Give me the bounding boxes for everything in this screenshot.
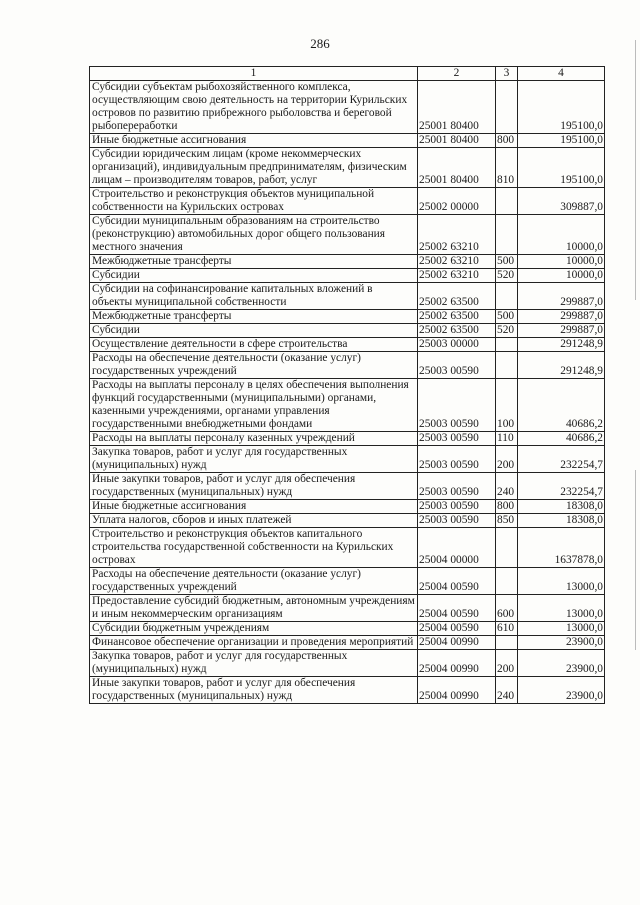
table-row bbox=[90, 352, 605, 379]
cell-name: Расходы на выплаты персоналу казенных учреждений bbox=[90, 432, 418, 446]
cell-code: 25004 00990 bbox=[418, 636, 496, 650]
cell-code: 25002 63210 bbox=[418, 269, 496, 283]
table-row bbox=[90, 500, 605, 514]
cell-amount: 23900,0 bbox=[518, 650, 605, 677]
cell-name: Иные закупки товаров, работ и услуг для обеспечения государственных (муниципальных) нужд bbox=[90, 473, 418, 500]
cell-code: 25003 00590 bbox=[418, 352, 496, 379]
cell-code: 25003 00590 bbox=[418, 514, 496, 528]
column-header-code: 2 bbox=[418, 67, 496, 81]
cell-name: Финансовое обеспечение организации и проведения мероприятий bbox=[90, 636, 418, 650]
cell-type: 200 bbox=[496, 650, 518, 677]
cell-type bbox=[496, 338, 518, 352]
cell-code: 25004 00590 bbox=[418, 595, 496, 622]
table-header-row bbox=[90, 67, 605, 81]
cell-type: 520 bbox=[496, 324, 518, 338]
cell-amount: 309887,0 bbox=[518, 188, 605, 215]
table-row bbox=[90, 324, 605, 338]
cell-amount: 232254,7 bbox=[518, 446, 605, 473]
page-number: 286 bbox=[310, 36, 330, 51]
table-row bbox=[90, 528, 605, 568]
cell-code: 25002 63500 bbox=[418, 324, 496, 338]
scan-edge-mark bbox=[635, 40, 636, 300]
cell-name: Субсидии bbox=[90, 269, 418, 283]
table-row bbox=[90, 81, 605, 134]
cell-amount: 13000,0 bbox=[518, 568, 605, 595]
cell-type bbox=[496, 352, 518, 379]
scan-edge-mark bbox=[635, 470, 636, 650]
cell-code: 25003 00000 bbox=[418, 338, 496, 352]
table-row bbox=[90, 379, 605, 432]
cell-code: 25003 00590 bbox=[418, 500, 496, 514]
cell-amount: 232254,7 bbox=[518, 473, 605, 500]
cell-code: 25002 63210 bbox=[418, 255, 496, 269]
table-row bbox=[90, 473, 605, 500]
cell-amount: 40686,2 bbox=[518, 432, 605, 446]
cell-code: 25002 63500 bbox=[418, 310, 496, 324]
cell-name: Расходы на выплаты персоналу в целях обеспечения выполнения функций государственными (муниципальными) органами, казенными учреждениями, органами управления государственными внебюджетными фондами bbox=[90, 379, 418, 432]
table-row bbox=[90, 269, 605, 283]
cell-amount: 23900,0 bbox=[518, 636, 605, 650]
budget-table bbox=[89, 66, 605, 704]
cell-type: 800 bbox=[496, 134, 518, 148]
cell-code: 25001 80400 bbox=[418, 148, 496, 188]
cell-amount: 13000,0 bbox=[518, 595, 605, 622]
cell-name: Строительство и реконструкция объектов капитального строительства государственной собственности на Курильских островах bbox=[90, 528, 418, 568]
table-row bbox=[90, 338, 605, 352]
cell-amount: 299887,0 bbox=[518, 283, 605, 310]
column-header-amount: 4 bbox=[518, 67, 605, 81]
cell-name: Субсидии юридическим лицам (кроме некоммерческих организаций), индивидуальным предпринимателям, физическим лицам – производителям товаров, работ, услуг bbox=[90, 148, 418, 188]
table-row bbox=[90, 283, 605, 310]
cell-amount: 40686,2 bbox=[518, 379, 605, 432]
cell-type: 850 bbox=[496, 514, 518, 528]
cell-name: Расходы на обеспечение деятельности (оказание услуг) государственных учреждений bbox=[90, 352, 418, 379]
cell-amount: 299887,0 bbox=[518, 310, 605, 324]
cell-name: Иные закупки товаров, работ и услуг для обеспечения государственных (муниципальных) нужд bbox=[90, 677, 418, 704]
table-row bbox=[90, 636, 605, 650]
cell-name: Осуществление деятельности в сфере строительства bbox=[90, 338, 418, 352]
cell-amount: 299887,0 bbox=[518, 324, 605, 338]
cell-type: 600 bbox=[496, 595, 518, 622]
table-row bbox=[90, 568, 605, 595]
cell-name: Субсидии bbox=[90, 324, 418, 338]
column-header-name: 1 bbox=[90, 67, 418, 81]
cell-type bbox=[496, 188, 518, 215]
cell-type: 800 bbox=[496, 500, 518, 514]
table-row bbox=[90, 595, 605, 622]
table-body bbox=[90, 81, 605, 704]
cell-code: 25003 00590 bbox=[418, 473, 496, 500]
cell-name: Иные бюджетные ассигнования bbox=[90, 134, 418, 148]
cell-amount: 10000,0 bbox=[518, 255, 605, 269]
table-row bbox=[90, 650, 605, 677]
cell-name: Межбюджетные трансферты bbox=[90, 310, 418, 324]
table-row bbox=[90, 255, 605, 269]
cell-name: Субсидии на софинансирование капитальных вложений в объекты муниципальной собственности bbox=[90, 283, 418, 310]
cell-type: 610 bbox=[496, 622, 518, 636]
cell-code: 25004 00590 bbox=[418, 622, 496, 636]
cell-type bbox=[496, 81, 518, 134]
cell-name: Субсидии бюджетным учреждениям bbox=[90, 622, 418, 636]
cell-name: Субсидии субъектам рыбохозяйственного комплекса, осуществляющим свою деятельность на территории Курильских островов по развитию прибрежного рыболовства и береговой рыбопереработки bbox=[90, 81, 418, 134]
cell-type: 520 bbox=[496, 269, 518, 283]
cell-code: 25004 00990 bbox=[418, 677, 496, 704]
cell-type: 100 bbox=[496, 379, 518, 432]
cell-type: 500 bbox=[496, 255, 518, 269]
table-row bbox=[90, 215, 605, 255]
cell-amount: 195100,0 bbox=[518, 148, 605, 188]
cell-amount: 10000,0 bbox=[518, 215, 605, 255]
cell-name: Уплата налогов, сборов и иных платежей bbox=[90, 514, 418, 528]
cell-amount: 23900,0 bbox=[518, 677, 605, 704]
cell-code: 25004 00590 bbox=[418, 568, 496, 595]
cell-amount: 18308,0 bbox=[518, 514, 605, 528]
cell-code: 25004 00000 bbox=[418, 528, 496, 568]
cell-code: 25002 63500 bbox=[418, 283, 496, 310]
cell-name: Закупка товаров, работ и услуг для государственных (муниципальных) нужд bbox=[90, 650, 418, 677]
table-row bbox=[90, 622, 605, 636]
cell-amount: 195100,0 bbox=[518, 81, 605, 134]
table-row bbox=[90, 446, 605, 473]
cell-type: 200 bbox=[496, 446, 518, 473]
cell-type: 810 bbox=[496, 148, 518, 188]
cell-name: Межбюджетные трансферты bbox=[90, 255, 418, 269]
cell-code: 25004 00990 bbox=[418, 650, 496, 677]
table-row bbox=[90, 677, 605, 704]
cell-name: Иные бюджетные ассигнования bbox=[90, 500, 418, 514]
cell-amount: 18308,0 bbox=[518, 500, 605, 514]
cell-name: Субсидии муниципальным образованиям на строительство (реконструкцию) автомобильных дорог общего пользования местного значения bbox=[90, 215, 418, 255]
cell-type bbox=[496, 528, 518, 568]
cell-amount: 10000,0 bbox=[518, 269, 605, 283]
table-row bbox=[90, 432, 605, 446]
cell-type: 240 bbox=[496, 677, 518, 704]
cell-code: 25003 00590 bbox=[418, 379, 496, 432]
table-row bbox=[90, 514, 605, 528]
cell-type bbox=[496, 636, 518, 650]
cell-amount: 291248,9 bbox=[518, 352, 605, 379]
cell-amount: 195100,0 bbox=[518, 134, 605, 148]
cell-amount: 13000,0 bbox=[518, 622, 605, 636]
cell-amount: 291248,9 bbox=[518, 338, 605, 352]
cell-name: Закупка товаров, работ и услуг для государственных (муниципальных) нужд bbox=[90, 446, 418, 473]
cell-type: 110 bbox=[496, 432, 518, 446]
table-row bbox=[90, 134, 605, 148]
cell-amount: 1637878,0 bbox=[518, 528, 605, 568]
cell-type bbox=[496, 568, 518, 595]
column-header-type: 3 bbox=[496, 67, 518, 81]
cell-name: Расходы на обеспечение деятельности (оказание услуг) государственных учреждений bbox=[90, 568, 418, 595]
cell-code: 25003 00590 bbox=[418, 432, 496, 446]
cell-code: 25002 00000 bbox=[418, 188, 496, 215]
cell-type: 240 bbox=[496, 473, 518, 500]
cell-code: 25001 80400 bbox=[418, 81, 496, 134]
cell-type bbox=[496, 215, 518, 255]
cell-code: 25001 80400 bbox=[418, 134, 496, 148]
cell-code: 25002 63210 bbox=[418, 215, 496, 255]
cell-type: 500 bbox=[496, 310, 518, 324]
cell-name: Предоставление субсидий бюджетным, автономным учреждениям и иным некоммерческим организациям bbox=[90, 595, 418, 622]
cell-name: Строительство и реконструкция объектов муниципальной собственности на Курильских островах bbox=[90, 188, 418, 215]
cell-code: 25003 00590 bbox=[418, 446, 496, 473]
table-row bbox=[90, 148, 605, 188]
table-row bbox=[90, 310, 605, 324]
table-row bbox=[90, 188, 605, 215]
cell-type bbox=[496, 283, 518, 310]
